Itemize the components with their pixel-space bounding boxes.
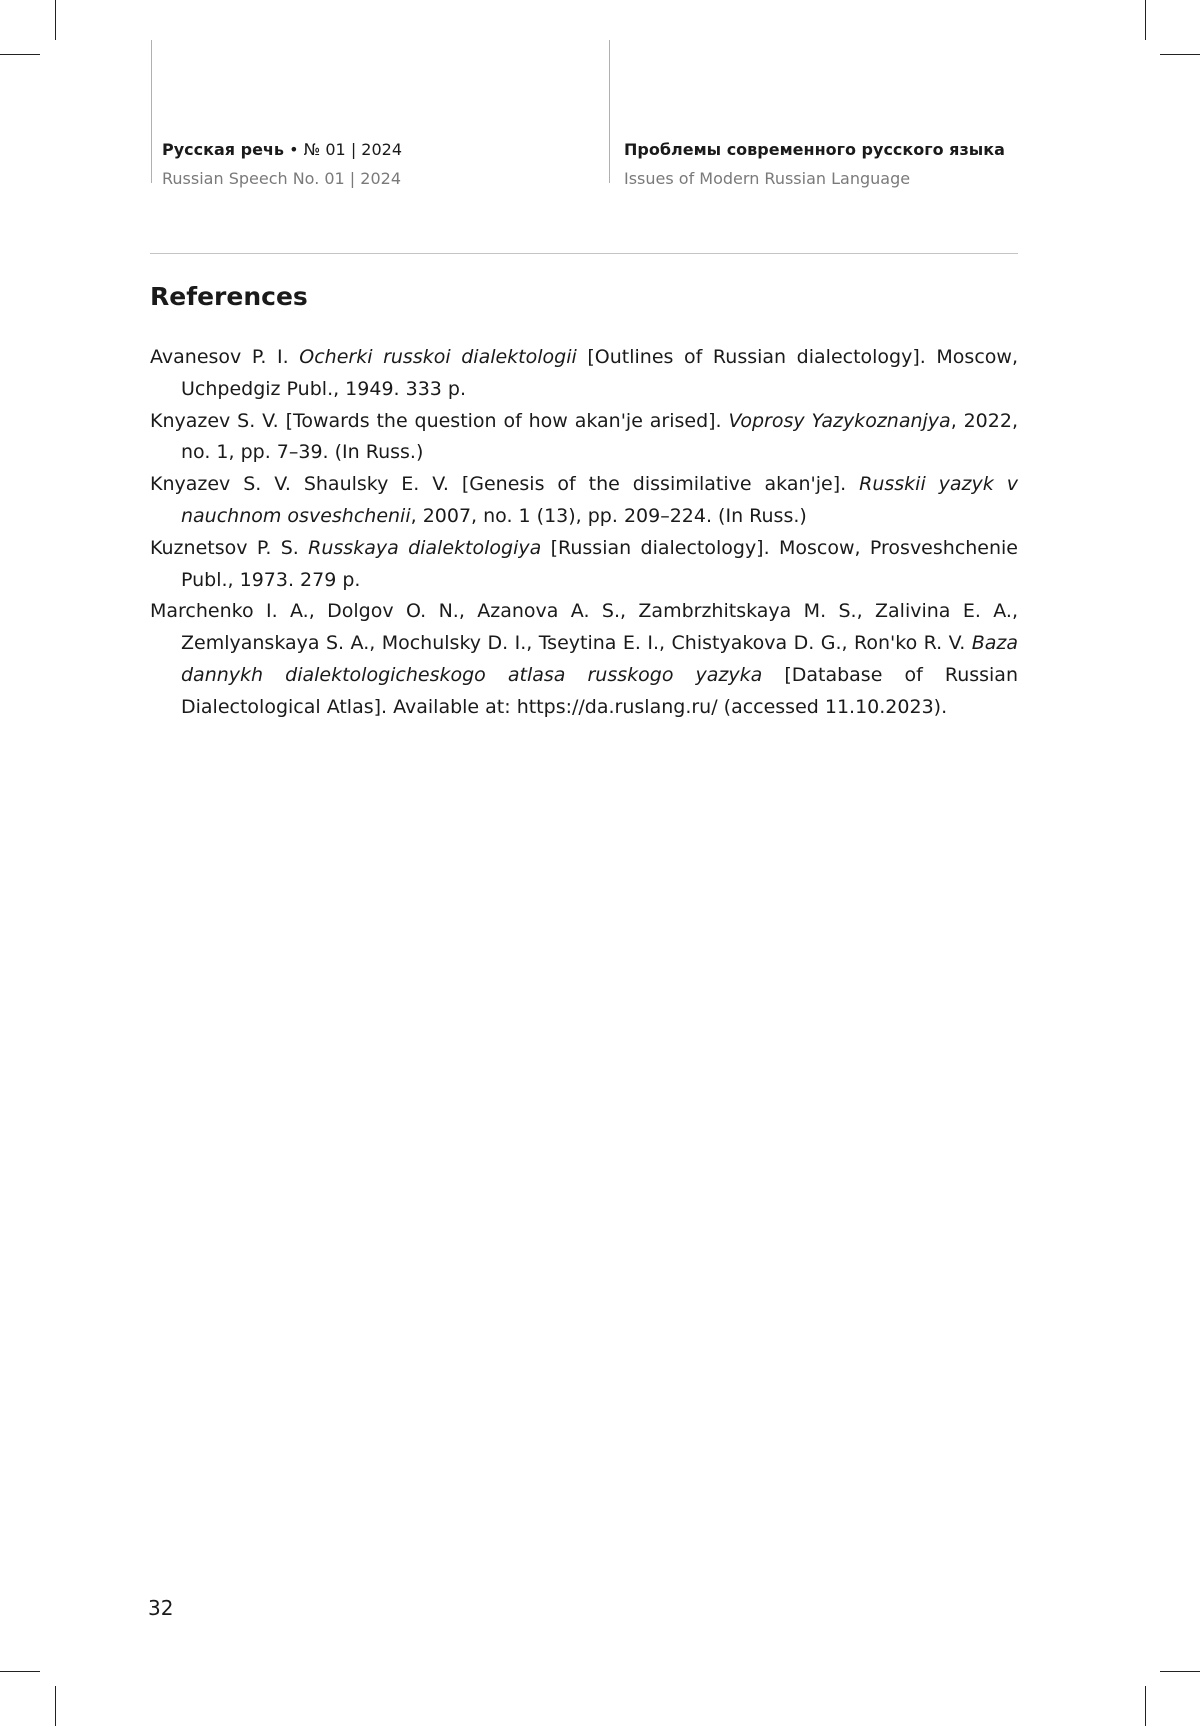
reference-item <box>150 469 1018 533</box>
reference-title: Baza dannykh dialektologicheskogo atlasa russkogo yazyka <box>181 632 1018 686</box>
reference-text: Knyazev S. V. [Towards the question of how akan'je arised]. <box>150 409 729 432</box>
reference-item <box>150 596 1018 723</box>
reference-text: [Outlines of Russian dialectology]. Moscow, Uchpedgiz Publ., 1949. 333 p. <box>181 346 1018 400</box>
header-right <box>624 135 1005 193</box>
references-heading: References <box>150 282 308 311</box>
reference-text: , 2022, no. 1, pp. 7–39. (In Russ.) <box>181 409 1018 464</box>
reference-title: Ocherki russkoi dialektologii <box>299 346 577 368</box>
header-left <box>162 135 402 193</box>
crop-mark <box>55 0 56 40</box>
reference-title: Russkaya dialektologiya <box>308 536 542 559</box>
reference-item <box>150 406 1018 470</box>
header-section-en: Issues of Modern Russian Language <box>624 169 911 188</box>
reference-text: Kuznetsov P. S. <box>150 536 309 559</box>
reference-title: Voprosy Yazykoznanjya <box>728 409 951 432</box>
crop-mark <box>1160 54 1200 55</box>
crop-mark <box>1160 1671 1200 1672</box>
crop-mark <box>55 1686 56 1726</box>
reference-text: [Database of Russian Dialectological Atlas]. Available at: https://da.ruslang.ru/ (accessed 11.10.2023). <box>181 663 1018 718</box>
header-divider-left <box>151 40 152 183</box>
crop-mark <box>0 54 40 55</box>
crop-mark <box>1145 0 1146 40</box>
reference-item <box>150 533 1018 597</box>
header-divider-right <box>609 40 610 183</box>
header-journal-en: Russian Speech No. 01 | 2024 <box>162 169 401 188</box>
reference-text: Marchenko I. A., Dolgov O. N., Azanova A. S., Zambrzhitskaya M. S., Zalivina E. A., Zemlyanskaya S. A., Mochulsky D. I., Tseytina E. I., Chistyakova D. G., Ron'ko R. V. <box>150 600 1018 655</box>
header-section-ru <box>624 135 1005 164</box>
reference-text: Knyazev S. V. Shaulsky E. V. [Genesis of the dissimilative akan'je]. <box>150 473 860 496</box>
section-name-ru: Проблемы современного русского языка <box>624 140 1005 159</box>
crop-mark <box>0 1671 40 1672</box>
page-number: 32 <box>148 1596 174 1620</box>
reference-text: [Russian dialectology]. Moscow, Prosveshchenie Publ., 1973. 279 p. <box>181 536 1019 591</box>
journal-name-ru: Русская речь <box>162 140 285 159</box>
crop-mark <box>1145 1686 1146 1726</box>
reference-text: Avanesov P. I. <box>150 346 300 368</box>
header-rule <box>150 253 1018 254</box>
header-journal-ru <box>162 135 402 164</box>
reference-title: Russkii yazyk v nauchnom osveshchenii <box>181 473 1018 527</box>
references-list <box>150 342 1018 724</box>
issue-number-ru: • № 01 | 2024 <box>284 140 403 159</box>
reference-item <box>150 342 1018 406</box>
reference-text: , 2007, no. 1 (13), pp. 209–224. (In Russ.) <box>410 504 807 527</box>
